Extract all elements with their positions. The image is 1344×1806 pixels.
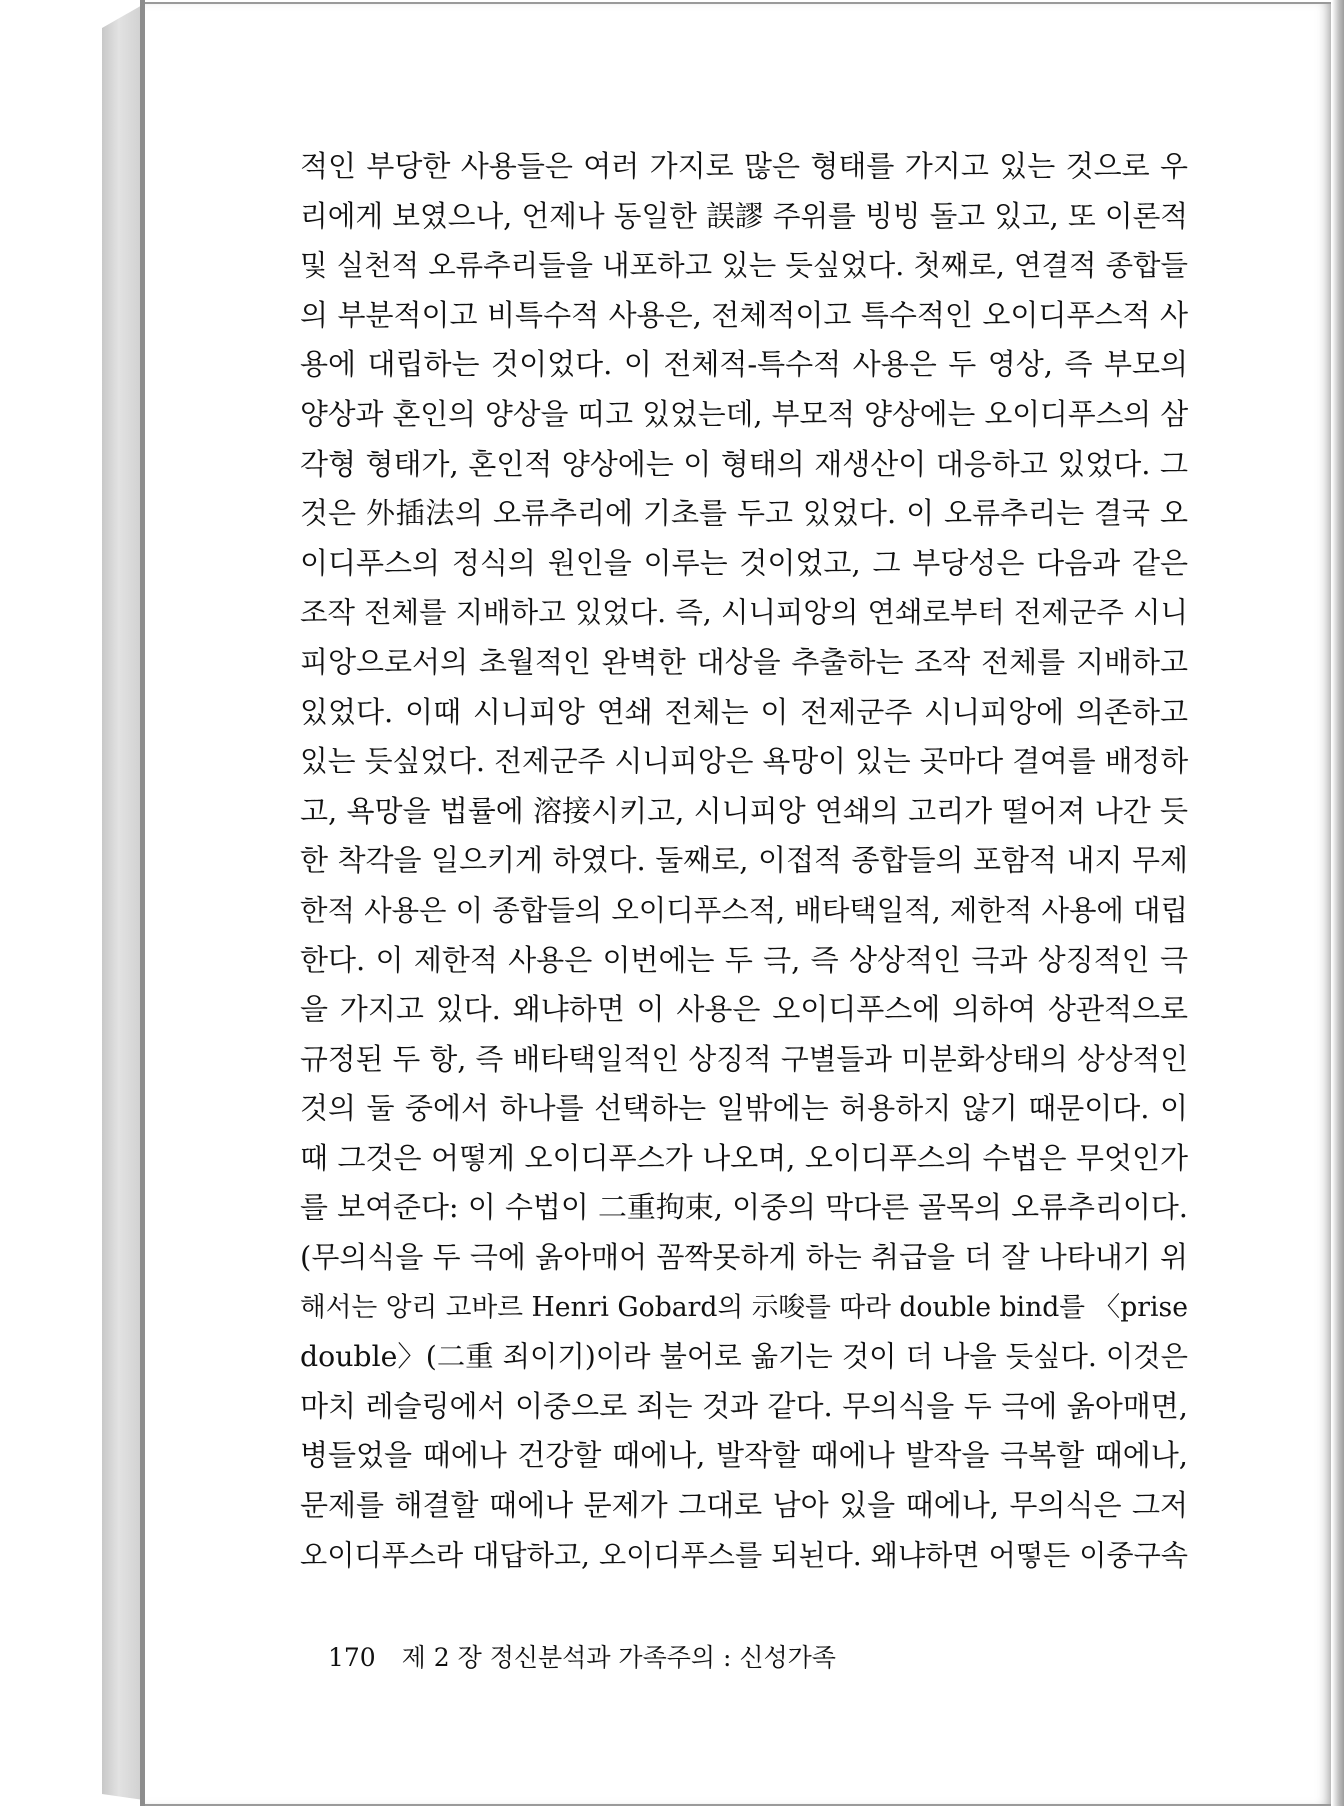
text-line: 마치 레슬링에서 이중으로 죄는 것과 같다. 무의식을 두 극에 옭아매면, [300,1388,1188,1423]
text-line: 한다. 이 제한적 사용은 이번에는 두 극, 즉 상상적인 극과 상징적인 극 [300,942,1188,977]
text-line: 병들었을 때에나 건강할 때에나, 발작할 때에나 발작을 극복할 때에나, [300,1438,1188,1473]
text-line: 조작 전체를 지배하고 있었다. 즉, 시니피앙의 연쇄로부터 전제군주 시니 [300,596,1188,630]
text-line: 것의 둘 중에서 하나를 선택하는 일밖에는 허용하지 않기 때문이다. 이 [300,1091,1188,1126]
page-right-edge [1332,0,1344,1806]
text-line: 양상과 혼인의 양상을 띠고 있었는데, 부모적 양상에는 오이디푸스의 삼 [300,396,1189,431]
text-line: 해서는 앙리 고바르 Henri Gobard의 示唆를 따라 double bind를 〈prise [300,1291,1188,1323]
text-line: 용에 대립하는 것이었다. 이 전체적-특수적 사용은 두 영상, 즉 부모의 [300,347,1188,382]
text-line: (무의식을 두 극에 옭아매어 꼼짝못하게 하는 취급을 더 잘 나타내기 위 [300,1240,1188,1275]
text-line: 각형 형태가, 혼인적 양상에는 이 형태의 재생산이 대응하고 있었다. 그 [300,446,1188,481]
text-line: 규정된 두 항, 즉 배타택일적인 상징적 구별들과 미분화상태의 상상적인 [300,1041,1189,1076]
text-line: 를 보여준다: 이 수법이 二重拘束, 이중의 막다른 골목의 오류추리이다. [300,1190,1188,1225]
text-line: 고, 욕망을 법률에 溶接시키고, 시니피앙 연쇄의 고리가 떨어져 나간 듯 [300,793,1188,828]
text-line: 및 실천적 오류추리들을 내포하고 있는 듯싶었다. 첫째로, 연결적 종합들 [300,249,1188,283]
book-spine [102,4,144,1800]
page-footer [328,1638,836,1674]
text-line: 문제를 해결할 때에나 문제가 그대로 남아 있을 때에나, 무의식은 그저 [300,1488,1188,1523]
text-line: 이디푸스의 정식의 원인을 이루는 것이었고, 그 부당성은 다음과 같은 [300,545,1188,580]
text-line: 있는 듯싶었다. 전제군주 시니피앙은 욕망이 있는 곳마다 결여를 배정하 [300,744,1189,779]
text-line: 것은 外插法의 오류추리에 기초를 두고 있었다. 이 오류추리는 결국 오 [300,496,1188,531]
text-line: 한 착각을 일으키게 하였다. 둘째로, 이접적 종합들의 포함적 내지 무제 [300,843,1188,878]
text-line: 적인 부당한 사용들은 여러 가지로 많은 형태를 가지고 있는 것으로 우 [300,149,1188,183]
text-line: 의 부분적이고 비특수적 사용은, 전체적이고 특수적인 오이디푸스적 사 [300,297,1188,332]
chapter-title: 제 2 장 정신분석과 가족주의 : 신성가족 [401,1643,836,1672]
text-line: 있었다. 이때 시니피앙 연쇄 전체는 이 전제군주 시니피앙에 의존하고 [300,694,1188,729]
text-line: 리에게 보였으나, 언제나 동일한 誤謬 주위를 빙빙 돌고 있고, 또 이론적 [300,198,1188,233]
text-line: 한적 사용은 이 종합들의 오이디푸스적, 배타택일적, 제한적 사용에 대립 [300,893,1188,927]
text-line: 때 그것은 어떻게 오이디푸스가 나오며, 오이디푸스의 수법은 무엇인가 [300,1140,1188,1175]
text-line: double〉(二重 죄이기)이라 불어로 옮기는 것이 더 나을 듯싶다. 이것은 [300,1340,1188,1374]
text-line: 피앙으로서의 초월적인 완벽한 대상을 추출하는 조작 전체를 지배하고 [300,644,1188,679]
text-line: 을 가지고 있다. 왜냐하면 이 사용은 오이디푸스에 의하여 상관적으로 [300,992,1188,1027]
body-text [300,142,1188,1580]
text-line: 오이디푸스라 대답하고, 오이디푸스를 되뇐다. 왜냐하면 어떻든 이중구속 [300,1538,1188,1572]
page-number: 170 [328,1643,376,1672]
